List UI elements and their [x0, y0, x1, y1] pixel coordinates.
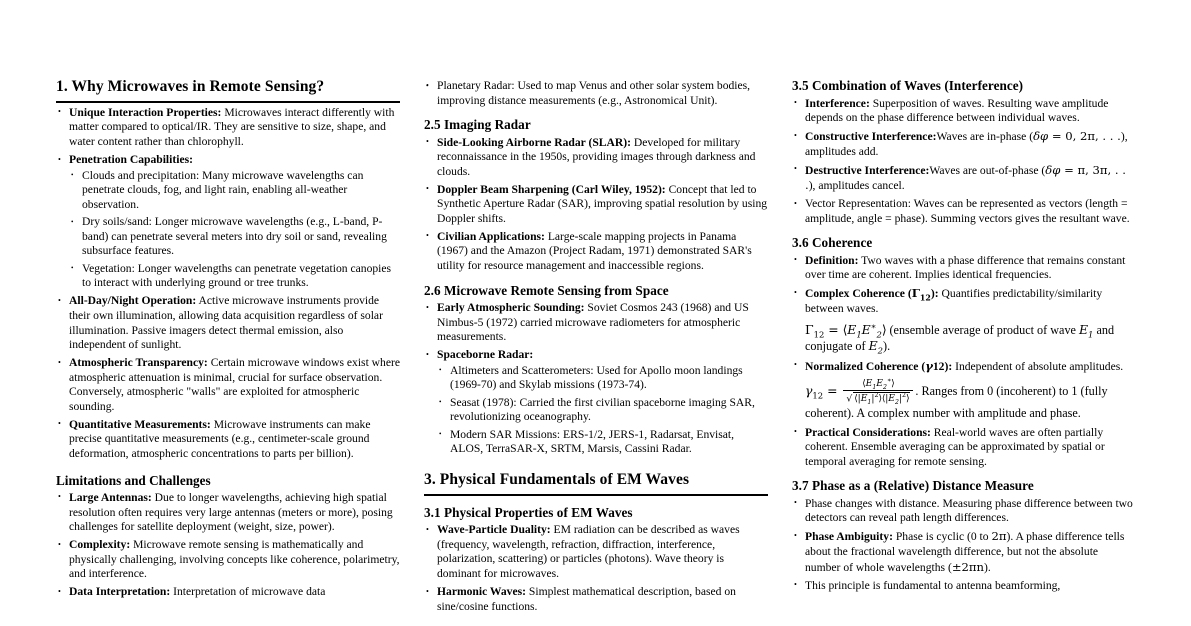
math-space	[837, 383, 841, 398]
list-item-lead: Side-Looking Airborne Radar (SLAR):	[437, 135, 632, 149]
field-E2-subscript: 2	[876, 329, 882, 340]
fraction-numerator	[843, 378, 913, 391]
list-item-lead: All-Day/Night Operation:	[69, 294, 197, 308]
sqrt-radicand	[853, 392, 910, 405]
delta-phi-symbol: δφ	[1033, 129, 1049, 144]
fraction-denominator	[843, 391, 913, 404]
lead-text-pre: Complex Coherence (	[805, 287, 912, 301]
list-item	[424, 79, 768, 108]
field-E1-symbol: E	[865, 378, 873, 390]
list-item-lead: Large Antennas:	[69, 490, 152, 504]
field-E2-symbol: E	[888, 393, 895, 405]
list-item-text-tail: ), amplitudes cancel.	[808, 179, 905, 193]
gamma-lowercase-symbol: γ	[925, 358, 933, 373]
list-item-text: Certain microwave windows exist where atmospheric attenuation is minimal, crucial for surface observation. Conversely, atmospheric "walls" are exploited for atmospheric sounding.	[69, 356, 400, 413]
heading-imaging-radar: 2.5 Imaging Radar	[424, 117, 531, 133]
list-item-lead: Unique Interaction Properties:	[69, 105, 222, 119]
heading-microwave-from-space: 2.6 Microwave Remote Sensing from Space	[424, 282, 669, 298]
list-item	[792, 579, 1136, 594]
abs-bar: |	[871, 393, 875, 405]
formula-normalized-coherence	[805, 379, 1136, 422]
list-item	[424, 301, 768, 345]
list-item-text: Quantifies predictability/similarity between waves.	[805, 287, 1103, 316]
column-1	[56, 78, 400, 626]
list-item-text: Interpretation of microwave data	[170, 585, 326, 599]
column-3	[792, 78, 1136, 626]
list-item-lead: Complexity:	[69, 538, 131, 552]
list-item-lead: Atmospheric Transparency:	[69, 356, 208, 370]
sublist-item: • Vegetation: Longer wavelengths can penetrate vegetation canopies to interact with underlying ground or tree trunks.	[69, 262, 400, 291]
gamma-subscript: 12	[919, 293, 931, 303]
heading-why-microwaves: 1. Why Microwaves in Remote Sensing?	[56, 78, 400, 103]
list-item-lead: Definition:	[805, 253, 859, 267]
angle-bracket-close: ⟩	[878, 393, 882, 405]
list-item-text: Developed for military reconnaissance in the 1950s, providing images through darkness and clouds.	[437, 135, 756, 178]
angle-bracket-close: ⟩	[891, 378, 895, 390]
list-item-text-tail: ), amplitudes add.	[805, 130, 1128, 158]
list-item-text: Microwave instruments can make precise quantitative measurements (e.g., centimeter-scale ground deformation, atmospheric concentrations to parts per billion).	[69, 417, 371, 460]
field-E1-symbol: E	[847, 321, 857, 337]
list-item-lead: Constructive Interference:	[805, 130, 937, 144]
list-item-normalized-coherence	[792, 359, 1136, 422]
list-item	[56, 356, 400, 414]
list-item	[56, 491, 400, 535]
list-item-text: Superposition of waves. Resulting wave amplitude depends on the phase difference between individual waves.	[805, 96, 1109, 125]
field-E2-subscript: 2	[894, 398, 899, 406]
list-item-text: Microwaves interact differently with matter compared to optical/IR. They are sensitive to size, shape, and water content rather than chlorophyll.	[69, 105, 395, 148]
list-item	[424, 230, 768, 274]
list-item-text: Two waves with a phase difference that remains constant over time are coherent. Implies identical frequencies.	[805, 253, 1126, 282]
list-item-phase-ambiguity	[792, 529, 1136, 575]
list-item-text: Simplest mathematical description, based on sine/cosine functions.	[437, 585, 736, 613]
list-item-lead: Phase Ambiguity:	[805, 530, 893, 544]
destructive-values: π, 3π, . . .	[805, 162, 1126, 193]
heading-limitations-and-challenges: Limitations and Challenges	[56, 473, 211, 489]
field-E2-symbol: E	[876, 378, 883, 390]
sublist-item: • Altimeters and Scatterometers: Used for Apollo moon landings (1969-70) and Skylab missions (1973-74).	[437, 364, 768, 393]
sublist-planetary-radar	[424, 79, 768, 108]
angle-bracket-open: ⟨	[854, 393, 858, 405]
list-item-text: This principle is fundamental to antenna beamforming,	[805, 578, 1061, 592]
angle-bracket-open: ⟨	[862, 378, 866, 390]
angle-bracket-open: ⟨	[842, 321, 848, 337]
heading-coherence: 3.6 Coherence	[792, 235, 873, 251]
gamma-capital-symbol: Γ	[911, 286, 920, 301]
heading-combination-of-waves: 3.5 Combination of Waves (Interference)	[792, 78, 1024, 93]
abs-bar: |	[857, 393, 861, 405]
list-phase	[792, 497, 1136, 593]
list-item-text: Waves are in-phase (	[936, 130, 1034, 144]
gamma-lowercase-subscript: 12	[812, 390, 824, 401]
sublist-item: • Modern SAR Missions: ERS-1/2, JERS-1, Radarsat, Envisat, ALOS, TerraSAR-X, SRTM, Marsis, Cassini Radar.	[437, 428, 768, 457]
list-item-vector-representation	[792, 197, 1136, 226]
list-item-complex-coherence	[792, 286, 1136, 355]
list-item	[424, 183, 768, 227]
list-interference	[792, 97, 1136, 227]
field-E2-symbol: E	[868, 338, 878, 354]
list-item	[424, 523, 768, 581]
list-item-lead: Destructive Interference:	[805, 163, 930, 177]
lead-text-pre: Normalized Coherence (	[805, 359, 926, 373]
field-E1-subscript: 1	[867, 398, 872, 406]
square-exponent: 2	[902, 392, 907, 400]
list-item-text: Independent of absolute amplitudes.	[952, 359, 1124, 373]
list-item	[792, 497, 1136, 526]
list-item-lead: Doppler Beam Sharpening (Carl Wiley, 1952):	[437, 182, 666, 196]
delta-phi-symbol: δφ	[1045, 162, 1061, 177]
list-item-lead: Wave-Particle Duality:	[437, 523, 551, 537]
equals-sign: =	[1051, 129, 1062, 144]
fraction-gamma12	[843, 378, 913, 404]
list-item	[424, 348, 768, 457]
list-item-lead: Spaceborne Radar:	[437, 348, 534, 362]
list-item-text: Real-world waves are often partially coherent. Ensemble averaging can be approximated by spatial or temporal averaging for remote sensing.	[805, 425, 1105, 468]
three-column-layout	[56, 78, 1136, 626]
list-item	[56, 418, 400, 462]
formula-normalized-tail: . Ranges from 0 (incoherent) to 1 (fully coherent). A complex number with amplitude and phase.	[805, 384, 1108, 421]
gamma-capital-symbol: Γ	[805, 321, 814, 337]
list-item-practical-considerations	[792, 426, 1136, 470]
abs-bar: |	[898, 393, 903, 405]
angle-bracket-open: ⟨	[881, 393, 886, 405]
lead-text-post: ):	[944, 359, 953, 373]
list-item-text: Large-scale mapping projects in Panama (1967) and the Amazon (Project Radam, 1971) demonstrated SAR's utility for resource management and inaccessible regions.	[437, 229, 752, 272]
gamma-subscript: 12	[813, 329, 825, 340]
list-item-text: Vector Representation: Waves can be represented as vectors (length = amplitude, angle = phase). Summing vectors gives the resultant wave.	[805, 197, 1130, 225]
list-item-lead: Early Atmospheric Sounding:	[437, 301, 585, 315]
list-item-lead: Quantitative Measurements:	[69, 417, 211, 431]
list-item-text: Soviet Cosmos 243 (1968) and US Nimbus-5 (1972) carried microwave radiometers for atmospheric measurements.	[437, 301, 749, 344]
list-item	[56, 106, 400, 150]
list-from-space	[424, 301, 768, 457]
list-item-lead	[805, 360, 952, 373]
sublist-spaceborne-radar	[437, 364, 768, 457]
list-item-lead: Interference:	[805, 96, 870, 110]
sqrt-icon: √	[846, 393, 853, 405]
angle-bracket-close: ⟩	[906, 393, 910, 405]
field-E2-symbol: E	[861, 321, 871, 337]
heading-phase-as-distance-measure: 3.7 Phase as a (Relative) Distance Measure	[792, 478, 1034, 494]
list-item-text: Active microwave instruments provide their own illumination, allowing data acquisition regardless of solar illumination. Passive imagers detect thermal emission, also independent of sunlight.	[69, 294, 383, 352]
list-item-lead	[805, 286, 939, 303]
equals-sign: =	[1064, 162, 1074, 177]
field-E2-subscript: 2	[877, 345, 884, 356]
list-item	[424, 585, 768, 614]
field-E1-symbol: E	[1079, 321, 1089, 337]
list-item-text-post: ).	[984, 560, 991, 574]
formula-tail-3: ).	[883, 339, 891, 354]
conjugate-star: ∗	[870, 320, 877, 331]
equals-sign: =	[827, 383, 838, 399]
plus-minus-2pin-symbol: ±2πn	[951, 559, 985, 574]
list-item-text: Phase changes with distance. Measuring phase difference between two detectors can reveal path length differences.	[805, 496, 1133, 525]
list-item	[792, 254, 1136, 283]
list-why-microwaves	[56, 106, 400, 462]
abs-bar: |	[885, 393, 889, 405]
two-pi-symbol: 2π	[991, 529, 1007, 544]
list-item-text: Concept that led to Synthetic Aperture Radar (SAR), improving spatial resolution by using Doppler shifts.	[437, 182, 768, 225]
angle-bracket-close: ⟩	[881, 321, 887, 337]
list-limitations	[56, 491, 400, 600]
equals-sign: =	[828, 321, 839, 337]
field-E1-symbol: E	[860, 393, 868, 405]
lead-text-post: ):	[930, 287, 939, 301]
field-E1-subscript: 1	[1088, 329, 1094, 340]
column-2	[424, 78, 768, 626]
field-E1-subscript: 1	[872, 384, 877, 392]
list-item-text-mid: ). A phase difference tells about the fractional wavelength difference, but not the absolute number of whole wavelengths (	[805, 530, 1125, 574]
list-continued-radar-history	[424, 79, 768, 108]
list-item-text: EM radiation can be described as waves (frequency, wavelength, refraction, diffraction, interference, polarization, scattering) or particles (photons). Wave theory is dominant for microwaves.	[437, 523, 740, 581]
heading-physical-fundamentals: 3. Physical Fundamentals of EM Waves	[424, 471, 768, 496]
sublist-item: • Clouds and precipitation: Many microwave wavelengths can penetrate clouds, fog, and light rain, enabling all-weather observation.	[69, 169, 400, 213]
field-E1-subscript: 1	[856, 329, 862, 340]
list-item-destructive-interference	[792, 163, 1136, 194]
list-item	[56, 585, 400, 600]
formula-complex-coherence	[805, 322, 1136, 356]
list-item	[56, 294, 400, 352]
formula-tail-1: (ensemble average of product of wave	[886, 322, 1079, 337]
sublist-item: • Seasat (1978): Carried the first civilian spaceborne imaging SAR, revolutionizing oceanography.	[437, 396, 768, 425]
list-item	[792, 97, 1136, 126]
sublist-penetration	[69, 169, 400, 291]
list-item-lead: Data Interpretation:	[69, 585, 171, 599]
sublist-item: • Dry soils/sand: Longer microwave wavelengths (e.g., L-band, P-band) can penetrate several meters into dry soil or sand, revealing subsurface features.	[69, 215, 400, 259]
list-item-lead: Practical Considerations:	[805, 425, 931, 439]
list-item-lead: Harmonic Waves:	[437, 585, 526, 599]
list-item-text: Microwave remote sensing is mathematically and physically challenging, involving concepts like coherence, polarimetry, and interference.	[69, 538, 400, 581]
list-item	[56, 153, 400, 291]
list-item-text: Phase is cyclic (0 to	[892, 530, 992, 544]
list-item	[56, 538, 400, 582]
list-item-text: Waves are out-of-phase (	[929, 163, 1046, 177]
list-item-constructive-interference	[792, 129, 1136, 159]
conjugate-star: ∗	[886, 377, 892, 385]
list-item	[424, 136, 768, 180]
gamma-lowercase-subscript: 12	[932, 359, 945, 373]
list-item-text: Due to longer wavelengths, achieving high spatial resolution often requires very large antennas (meters or more), posing challenges for satellite deployment (weight, size, power).	[69, 490, 393, 534]
gamma-lowercase-symbol: γ	[805, 383, 813, 399]
list-imaging-radar	[424, 136, 768, 274]
list-item-lead: Penetration Capabilities:	[69, 153, 193, 167]
formula-tail-2: and conjugate of	[805, 322, 1115, 354]
list-physical-properties	[424, 523, 768, 614]
constructive-values: 0, 2π, . . .	[1065, 129, 1121, 144]
square-exponent: 2	[874, 392, 879, 400]
sublist-item: • • Planetary Radar: Used to map Venus and other solar system bodies, improving distance measurements (e.g., Astronomical Unit).	[424, 79, 768, 108]
list-item-lead: Civilian Applications:	[437, 229, 545, 243]
field-E2-subscript: 2	[882, 384, 887, 392]
list-coherence	[792, 254, 1136, 469]
heading-physical-properties: 3.1 Physical Properties of EM Waves	[424, 504, 633, 520]
